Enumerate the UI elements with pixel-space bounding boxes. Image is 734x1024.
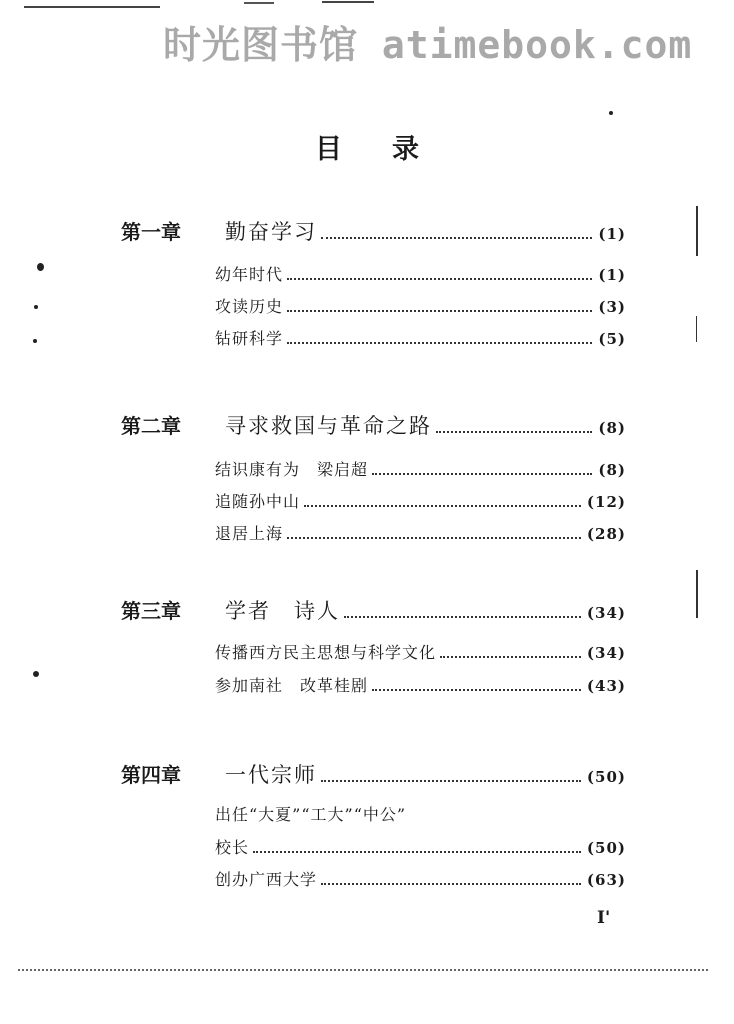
dot-leader: [440, 656, 581, 658]
page-number: (34): [586, 604, 626, 622]
page-number-footer: I': [597, 908, 611, 928]
toc-section[interactable]: [215, 521, 626, 544]
section-title: 传播西方民主思想与科学文化: [215, 643, 437, 662]
page-number: (5): [598, 330, 626, 348]
toc-section[interactable]: [215, 294, 626, 317]
page-number: (1): [598, 266, 626, 284]
dot-leader: [287, 310, 592, 312]
scan-speck: [609, 111, 613, 115]
chapter-title: 寻求救国与革命之路: [225, 414, 432, 438]
toc-section[interactable]: [215, 867, 626, 890]
page-number: (28): [586, 525, 626, 543]
dot-leader: [287, 278, 592, 280]
section-title: 钻研科学: [215, 329, 284, 348]
section-title: 退居上海: [215, 524, 284, 543]
toc-chapter-4[interactable]: [121, 759, 626, 789]
dot-leader: [287, 537, 581, 539]
watermark: 时光图书馆 atimebook.com: [163, 23, 693, 67]
scan-edge-mark: [696, 570, 698, 618]
chapter-title: 勤奋学习: [225, 220, 317, 244]
dot-leader: [321, 237, 592, 239]
scan-speck: [33, 671, 39, 677]
scan-edge-mark: [696, 206, 698, 256]
dot-leader: [321, 780, 581, 782]
page-number: (50): [586, 839, 626, 857]
dot-leader: [321, 883, 581, 885]
chapter-title: 一代宗师: [225, 763, 317, 787]
toc-section[interactable]: [215, 640, 626, 663]
page-number: (43): [586, 677, 626, 695]
scan-speck: [33, 339, 37, 343]
toc-chapter-2[interactable]: [121, 410, 626, 440]
dot-leader: [436, 431, 592, 433]
toc-section[interactable]: [215, 326, 626, 349]
section-title: 创办广西大学: [215, 870, 318, 889]
chapter-label: 第三章: [121, 599, 181, 623]
section-title: 结识康有为 梁启超: [215, 460, 369, 479]
page-number: (12): [586, 493, 626, 511]
scan-edge-rule: [322, 1, 374, 3]
toc-section[interactable]: [215, 457, 626, 480]
page-number: (8): [598, 461, 626, 479]
scan-edge-rule: [244, 2, 274, 4]
scan-edge-mark: [696, 316, 697, 342]
toc-section[interactable]: [215, 835, 626, 858]
toc-section[interactable]: [215, 262, 626, 285]
scan-edge-rule: [24, 6, 160, 8]
section-title: 校长: [215, 838, 250, 857]
toc-section[interactable]: [215, 673, 626, 696]
section-title: 参加南社 改革桂剧: [215, 676, 369, 695]
section-title[interactable]: 出任“大夏”“工大”“中公”: [215, 805, 407, 824]
page-title: 目录: [315, 134, 469, 165]
dot-leader: [372, 689, 581, 691]
page-number: (34): [586, 644, 626, 662]
section-title: 攻读历史: [215, 297, 284, 316]
section-title: 追随孙中山: [215, 492, 301, 511]
dot-leader: [253, 851, 581, 853]
dot-leader: [344, 616, 581, 618]
page-number: (50): [586, 768, 626, 786]
toc-chapter-1[interactable]: [121, 216, 626, 246]
dot-leader: [304, 505, 581, 507]
chapter-label: 第一章: [121, 220, 181, 244]
page-number: (8): [598, 419, 626, 437]
scan-edge-rule: [18, 968, 708, 971]
page-number: (63): [586, 871, 626, 889]
section-title: 幼年时代: [215, 265, 284, 284]
toc-chapter-3[interactable]: [121, 595, 626, 625]
chapter-label: 第四章: [121, 763, 181, 787]
chapter-label: 第二章: [121, 414, 181, 438]
dot-leader: [372, 473, 592, 475]
scan-speck: [34, 305, 38, 309]
dot-leader: [287, 342, 592, 344]
toc-section[interactable]: [215, 489, 626, 512]
chapter-title: 学者 诗人: [225, 599, 340, 623]
scan-speck: [37, 263, 44, 271]
page-number: (1): [598, 225, 626, 243]
page-number: (3): [598, 298, 626, 316]
